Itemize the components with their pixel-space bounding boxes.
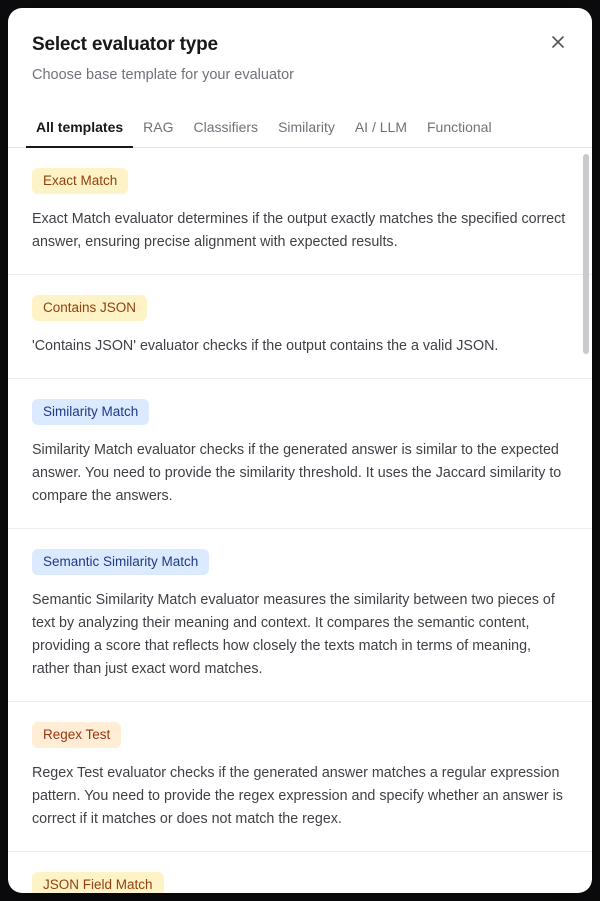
list-item[interactable]: [8, 275, 592, 379]
page-title: Select evaluator type: [32, 34, 218, 55]
tab-similarity[interactable]: Similarity: [278, 119, 335, 135]
template-description: Semantic Similarity Match evaluator measures the similarity between two pieces of text by analyzing their meaning and context. It compares the semantic content, providing a score that reflects how closely the texts match in terms of meaning, rather than just exact word matches.: [32, 592, 555, 677]
list-item[interactable]: [8, 148, 592, 275]
tab-classifiers[interactable]: Classifiers: [193, 119, 259, 135]
template-description: Exact Match evaluator determines if the output exactly matches the specified correct answer, ensuring precise alignment with expected results.: [32, 211, 566, 250]
template-name-chip: Contains JSON: [32, 295, 147, 321]
list-item[interactable]: [8, 379, 592, 529]
scrollbar-thumb[interactable]: [583, 154, 589, 354]
template-description: Similarity Match evaluator checks if the generated answer is similar to the expected answer. You need to provide the similarity threshold. It uses the Jaccard similarity to compare the answers.: [32, 442, 562, 504]
tab-ai-llm[interactable]: AI / LLM: [354, 119, 407, 135]
template-name-chip: Similarity Match: [32, 399, 149, 425]
tab-all-templates[interactable]: All templates: [26, 111, 133, 148]
list-item[interactable]: [8, 852, 592, 893]
template-list-container: [8, 148, 592, 893]
tab-functional[interactable]: Functional: [426, 119, 492, 135]
template-name-chip: Semantic Similarity Match: [32, 549, 209, 575]
tab-rag[interactable]: RAG: [143, 119, 174, 135]
evaluator-type-modal: [8, 8, 592, 893]
close-icon[interactable]: [544, 28, 572, 56]
template-category-tabs: [8, 111, 592, 148]
template-description: 'Contains JSON' evaluator checks if the output contains the a valid JSON.: [32, 338, 499, 354]
list-item[interactable]: [8, 529, 592, 702]
scrollbar[interactable]: [583, 148, 589, 893]
list-item[interactable]: [8, 702, 592, 852]
template-name-chip: Exact Match: [32, 168, 128, 194]
modal-subtitle: Choose base template for your evaluator: [32, 67, 294, 83]
template-name-chip: JSON Field Match: [32, 872, 164, 893]
modal-header: [8, 8, 592, 85]
template-description: Regex Test evaluator checks if the generated answer matches a regular expression pattern. You need to provide the regex expression and specify whether an answer is correct if it matches or does not match the regex.: [32, 765, 563, 827]
template-list[interactable]: [8, 148, 592, 893]
template-name-chip: Regex Test: [32, 722, 121, 748]
